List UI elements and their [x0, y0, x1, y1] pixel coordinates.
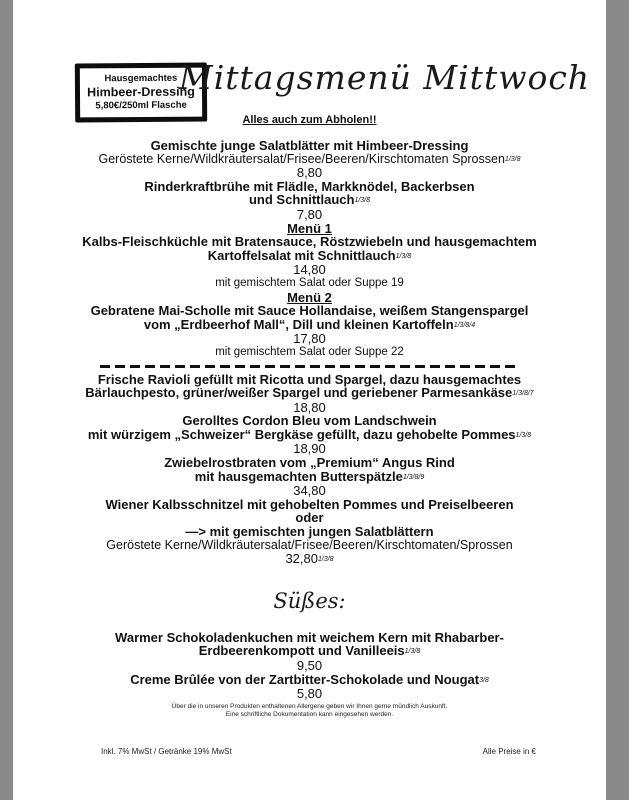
allergen-codes: 1/3/8: [354, 197, 371, 205]
allergen-codes: 3/8: [479, 676, 489, 684]
menu-line-text: Kartoffelsalat mit Schnittlauch: [207, 247, 396, 263]
allergen-disclaimer: [13, 703, 606, 719]
side-option-note: [13, 346, 606, 360]
allergen-codes: 1/3/8: [404, 648, 421, 656]
menu-line-text: —> mit gemischten jungen Salatblättern: [185, 524, 434, 540]
page-footer: [13, 747, 606, 756]
price-line: [13, 552, 606, 567]
side-option-note: [13, 277, 606, 291]
allergen-codes: 1/3/8: [317, 556, 334, 564]
price-text: 34,80: [293, 483, 326, 499]
allergen-codes: 1/3/8: [504, 155, 521, 163]
menu-line-text: Creme Brûlée von der Zartbitter-Schokolade und Nougat: [130, 671, 480, 687]
menu-line: [13, 673, 606, 688]
page-header: [13, 0, 606, 139]
menu-line-text: Geröstete Kerne/Wildkräutersalat/Frisee/Beeren/Kirschtomaten/Sprossen: [106, 537, 513, 552]
allergen-disclaimer-line-2: Eine schriftliche Dokumentation kann eingesehen werden.: [225, 710, 394, 718]
menu-line: [13, 386, 606, 401]
menu-line-text: Warmer Schokoladenkuchen mit weichem Kern mit Rhabarber-: [115, 629, 504, 645]
price-line: [13, 401, 606, 415]
menu-line-text: Frische Ravioli gefüllt mit Ricotta und Spargel, dazu hausgemachtes: [97, 371, 522, 387]
menu-line-text: mit würzigem „Schweizer“ Bergkäse gefüllt, dazu gehobelte Pommes: [87, 426, 516, 442]
menu-line: [13, 539, 606, 553]
currency-note: Alle Preise in €: [482, 747, 536, 756]
allergen-codes: 1/3/8: [395, 252, 412, 260]
menu-body: [13, 139, 606, 719]
section-header-text: Menü 1: [287, 220, 332, 236]
menu-section-header: [13, 291, 606, 305]
menu-line: [13, 235, 606, 249]
allergen-codes: 1/3/8/9: [402, 473, 425, 481]
menu-line-text: Wiener Kalbsschnitzel mit gehobelten Pommes und Preiselbeeren: [105, 496, 514, 512]
price-line: [13, 166, 606, 180]
page-title: Mittagsmenü Mittwoch: [178, 58, 591, 97]
price-text: 9,50: [296, 658, 323, 673]
price-text: 17,80: [293, 331, 326, 347]
price-text: 14,80: [293, 262, 326, 278]
price-text: 18,80: [293, 399, 326, 415]
badge-line-2: Himbeer-Dressing: [87, 84, 195, 100]
menu-line: [13, 304, 606, 318]
menu-line-text: vom „Erdbeerhof Mall“, Dill und kleinen Kartoffeln: [143, 316, 454, 332]
note-text: mit gemischtem Salat oder Suppe 22: [215, 345, 404, 358]
price-line: [13, 442, 606, 456]
menu-line: [13, 318, 606, 333]
price-line: [13, 208, 606, 222]
menu-line: [13, 456, 606, 470]
menu-line: [13, 525, 606, 539]
menu-line: [13, 373, 606, 387]
menu-line-text: Kalbs-Fleischküchle mit Bratensauce, Röstzwiebeln und hausgemachtem: [82, 234, 537, 250]
menu-line: [13, 249, 606, 264]
menu-line-text: Zwiebelrostbraten vom „Premium“ Angus Rind: [164, 455, 455, 471]
allergen-codes: 1/3/8/7: [512, 390, 534, 398]
menu-section-header: [13, 222, 606, 236]
badge-line-3: 5,80€/250ml Flasche: [95, 99, 187, 112]
price-text: 7,80: [296, 206, 323, 222]
menu-line-text: mit hausgemachten Butterspätzle: [194, 468, 403, 484]
section-header-text: Menü 2: [287, 289, 332, 305]
allergen-codes: 1/3/8/4: [453, 321, 476, 329]
menu-line-text: Gemischte junge Salatblätter mit Himbeer-Dressing: [150, 138, 469, 153]
takeaway-note: Alles auch zum Abholen!!: [242, 114, 377, 126]
price-line: [13, 484, 606, 498]
menu-line: [13, 414, 606, 428]
note-text: mit gemischtem Salat oder Suppe 19: [215, 276, 404, 289]
menu-line-text: Erdbeerenkompott und Vanilleeis: [198, 643, 405, 659]
menu-line: [13, 470, 606, 485]
dessert-heading: Süßes:: [273, 588, 346, 613]
menu-line: [13, 139, 606, 153]
badge-line-1: Hausgemachtes: [104, 72, 178, 85]
menu-line: [13, 193, 606, 208]
menu-line-text: Bärlauchpesto, grüner/weißer Spargel und geriebener Parmesankäse: [85, 385, 513, 401]
vat-note: Inkl. 7% MwSt / Getränke 19% MwSt: [101, 747, 232, 756]
menu-line: [13, 180, 606, 194]
menu-line: [13, 644, 606, 659]
menu-page: [13, 0, 606, 800]
menu-line-text: Gebratene Mai-Scholle mit Sauce Hollandaise, weißem Stangenspargel: [90, 303, 529, 319]
price-text: 32,80: [285, 551, 318, 567]
price-text: 5,80: [296, 686, 323, 702]
menu-line: [13, 428, 606, 443]
menu-line-text: und Schnittlauch: [248, 192, 355, 208]
price-text: 18,90: [293, 441, 326, 457]
menu-line-text: Rinderkraftbrühe mit Flädle, Markknödel, Backerbsen: [144, 178, 475, 194]
menu-line: [13, 511, 606, 525]
menu-line: [13, 498, 606, 512]
dashed-divider: [100, 365, 520, 368]
allergen-disclaimer-line-1: Über die in unseren Produkten enthaltenen Allergene geben wir Ihnen gerne mündlich Auskunft.: [171, 702, 448, 710]
price-line: [13, 263, 606, 277]
menu-line: [13, 631, 606, 645]
price-line: [13, 659, 606, 673]
menu-line: [13, 153, 606, 167]
price-line: [13, 332, 606, 346]
price-line: [13, 687, 606, 701]
allergen-codes: 1/3/8: [515, 431, 532, 439]
menu-line-text: Geröstete Kerne/Wildkräutersalat/Frisee/Beeren/Kirschtomaten Sprossen: [98, 151, 505, 166]
price-text: 8,80: [296, 165, 323, 181]
menu-line-text: oder: [295, 510, 324, 526]
menu-line-text: Gerolltes Cordon Bleu vom Landschwein: [182, 413, 437, 429]
